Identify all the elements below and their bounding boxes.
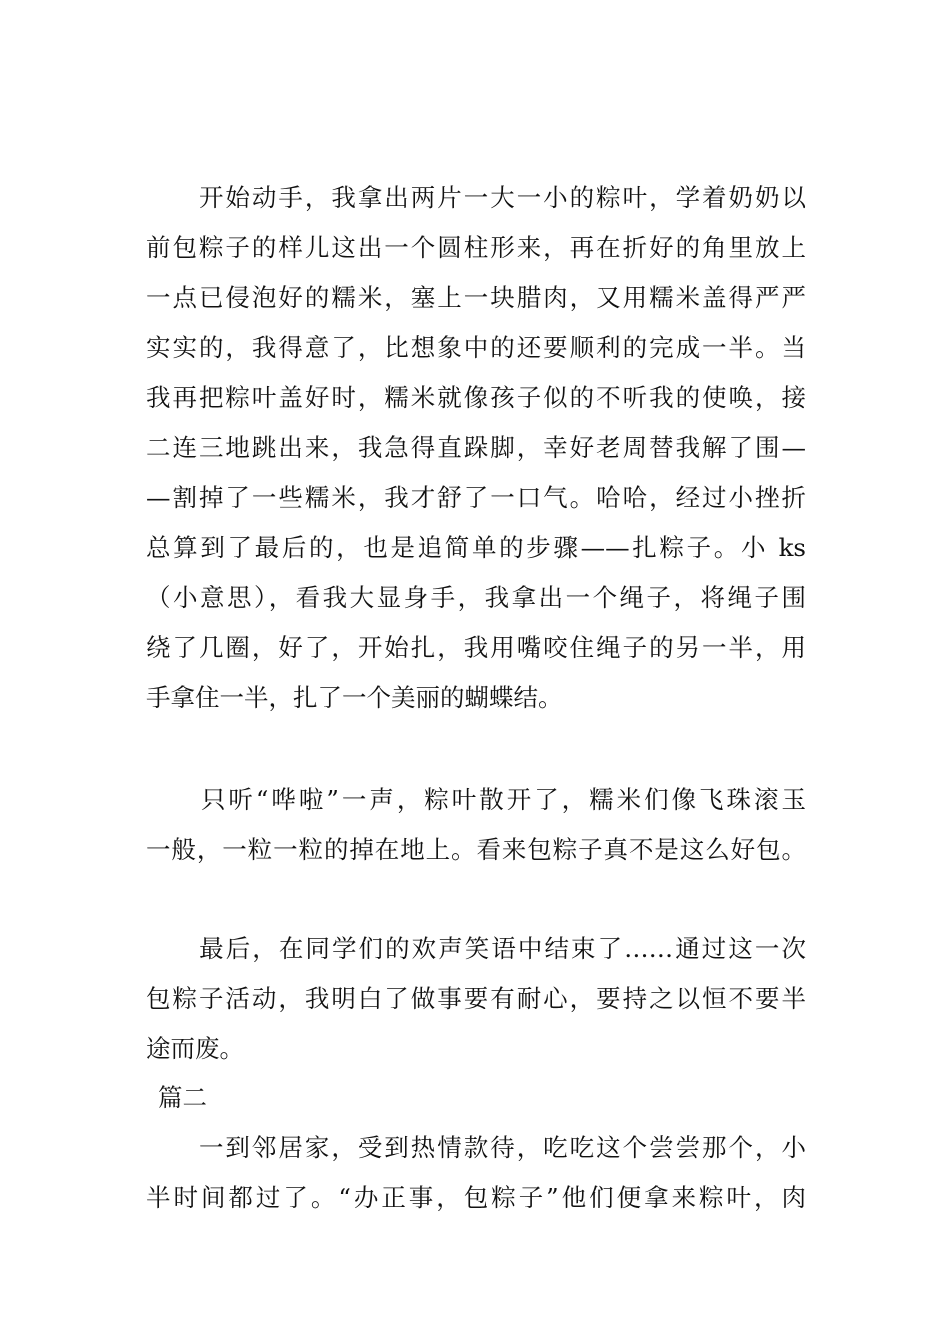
text-line: （小意思），看我大显身手，我拿出一个绳子，将绳子围 xyxy=(146,583,806,612)
text-line: 二连三地跳出来，我急得直跺脚，幸好老周替我解了围— xyxy=(146,433,806,462)
text-line: 总算到了最后的，也是追简单的步骤——扎粽子。小 ks xyxy=(146,533,806,562)
text-line: 实实的，我得意了，比想象中的还要顺利的完成一半。当 xyxy=(146,333,806,362)
text-line: 包粽子活动，我明白了做事要有耐心，要持之以恒不要半 xyxy=(146,984,806,1013)
text-line: 我再把粽叶盖好时，糯米就像孩子似的不听我的使唤，接 xyxy=(146,383,806,412)
text-line: —割掉了一些糯米，我才舒了一口气。哈哈，经过小挫折 xyxy=(146,483,806,512)
text-line: 半时间都过了。“办正事，包粽子”他们便拿来粽叶，肉 xyxy=(146,1183,806,1212)
text-line: 一到邻居家，受到热情款待，吃吃这个尝尝那个，小 xyxy=(146,1133,806,1162)
text-line: 一点已侵泡好的糯米，塞上一块腊肉，又用糯米盖得严严 xyxy=(146,283,806,312)
text-line: 一般，一粒一粒的掉在地上。看来包粽子真不是这么好包。 xyxy=(146,835,806,864)
section-heading: 篇二 xyxy=(158,1083,207,1112)
text-line: 途而废。 xyxy=(146,1034,244,1063)
text-line: 手拿住一半，扎了一个美丽的蝴蝶结。 xyxy=(146,683,563,712)
text-line: 前包粽子的样儿这出一个圆柱形来，再在折好的角里放上 xyxy=(146,233,806,262)
text-line: 开始动手，我拿出两片一大一小的粽叶，学着奶奶以 xyxy=(146,183,806,212)
text-line: 只听“哗啦”一声，粽叶散开了，糯米们像飞珠滚玉 xyxy=(146,785,806,814)
text-line: 绕了几圈，好了，开始扎，我用嘴咬住绳子的另一半，用 xyxy=(146,633,806,662)
text-line: 最后，在同学们的欢声笑语中结束了……通过这一次 xyxy=(146,934,806,963)
